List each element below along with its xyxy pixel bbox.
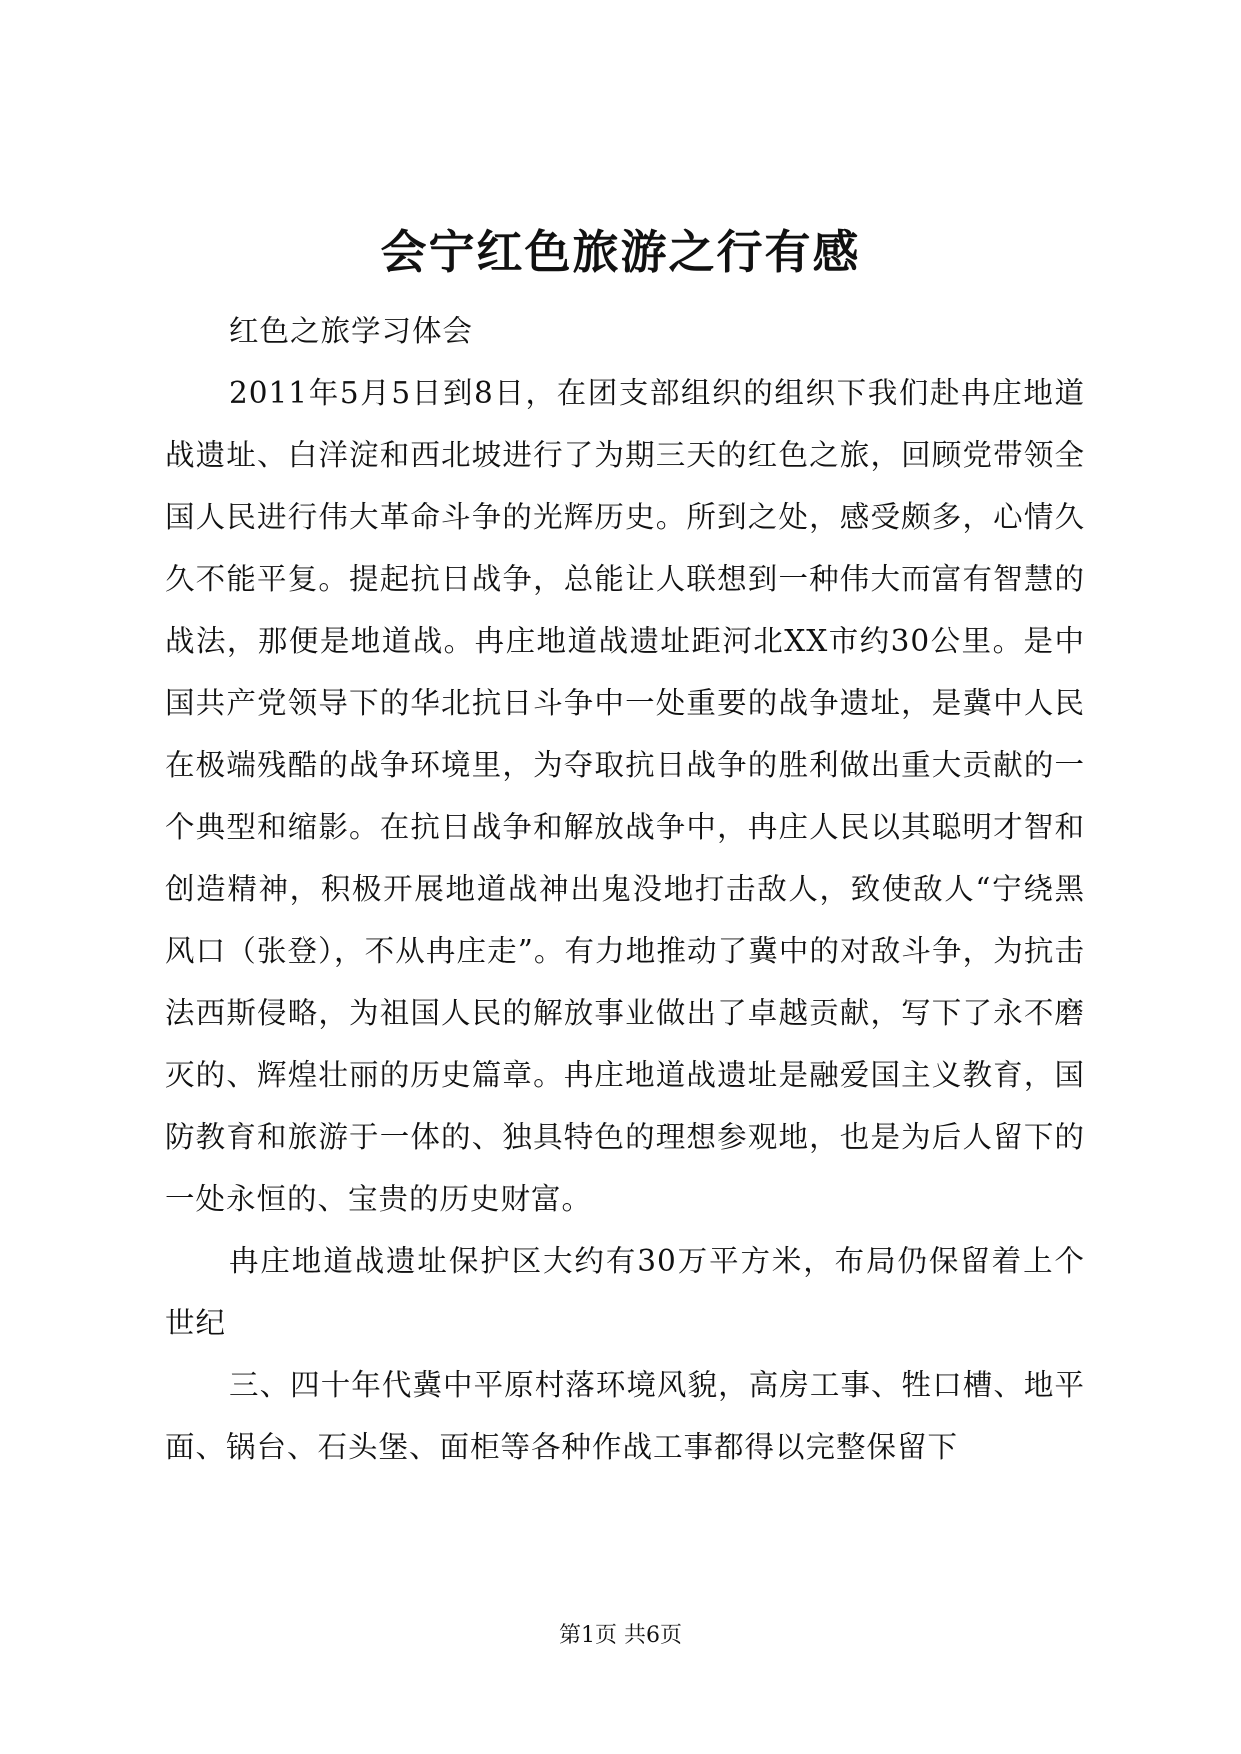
- page-number-footer: 第1页 共6页: [559, 1623, 682, 1648]
- document-body: [165, 300, 1085, 1478]
- paragraph-area: 冉庄地道战遗址保护区大约有30万平方米，布局仍保留着上个世纪: [165, 1244, 1085, 1340]
- document-title: 会宁红色旅游之行有感: [380, 225, 861, 279]
- paragraph-subtitle: 红色之旅学习体会: [229, 314, 474, 348]
- paragraph-fortifications: 三、四十年代冀中平原村落环境风貌，高房工事、牲口槽、地平面、锅台、石头堡、面柜等各种作战工事都得以完整保留下: [165, 1368, 1085, 1464]
- paragraph-main: 2011年5月5日到8日，在团支部组织的组织下我们赴冉庄地道战遗址、白洋淀和西北坡进行了为期三天的红色之旅，回顾党带领全国人民进行伟大革命斗争的光辉历史。所到之处，感受颇多，心情久久不能平复。提起抗日战争，总能让人联想到一种伟大而富有智慧的战法，那便是地道战。冉庄地道战遗址距河北XX市约30公里。是中国共产党领导下的华北抗日斗争中一处重要的战争遗址，是冀中人民在极端残酷的战争环境里，为夺取抗日战争的胜利做出重大贡献的一个典型和缩影。在抗日战争和解放战争中，冉庄人民以其聪明才智和创造精神，积极开展地道战神出鬼没地打击敌人，致使敌人“宁绕黑风口（张登），不从冉庄走”。有力地推动了冀中的对敌斗争，为抗击法西斯侵略，为祖国人民的解放事业做出了卓越贡献，写下了永不磨灭的、辉煌壮丽的历史篇章。冉庄地道战遗址是融爱国主义教育，国防教育和旅游于一体的、独具特色的理想参观地，也是为后人留下的一处永恒的、宝贵的历史财富。: [165, 376, 1085, 1216]
